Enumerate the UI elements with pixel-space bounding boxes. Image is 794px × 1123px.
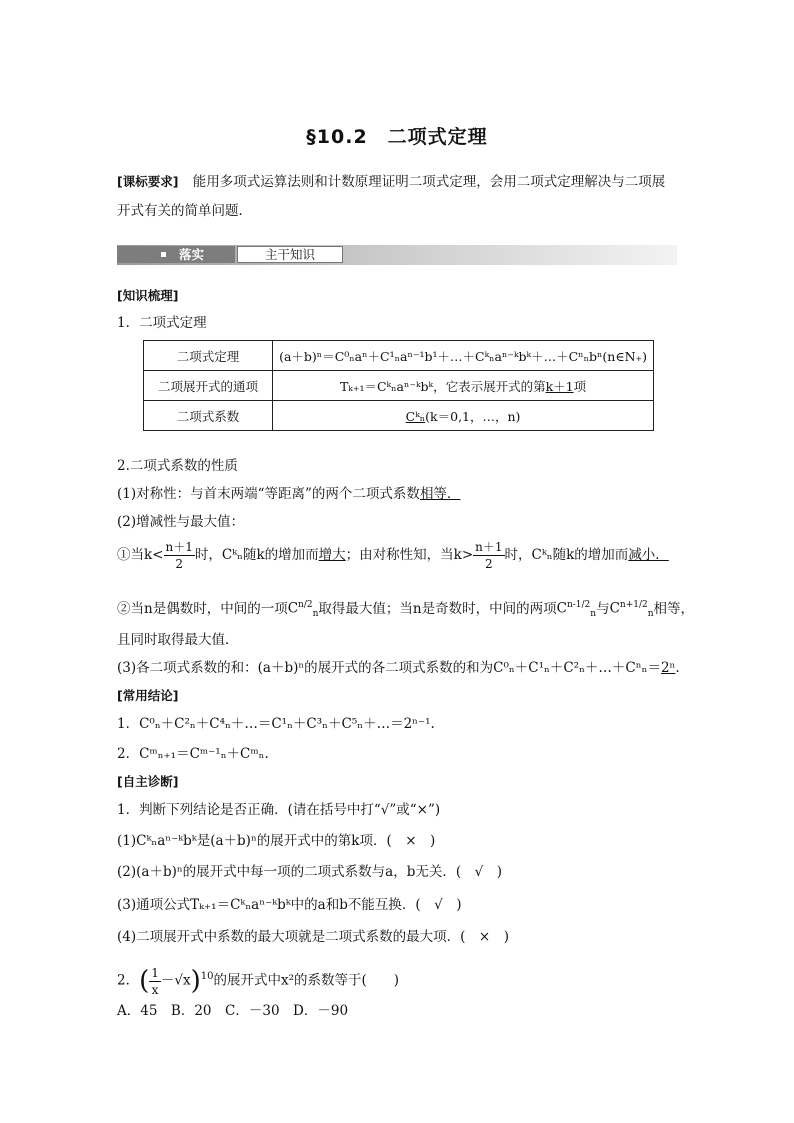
text-fragment: ；由对称性知，当 xyxy=(345,547,454,563)
property-max-value-cont: 且同时取得最大值． xyxy=(117,632,239,648)
table-cell-name: 二项式定理 xyxy=(144,341,273,371)
question-number: 2． xyxy=(117,972,140,989)
paren-open: ( xyxy=(139,966,150,996)
binom-sup: n+1/2 xyxy=(619,600,648,610)
text-fragment: 取得最大值；当n是奇数时，中间的两项 xyxy=(318,601,557,618)
requirement-label: [课标要求] xyxy=(117,174,179,189)
diagnosis-question-2 xyxy=(117,958,399,1000)
text-fragment: 与 xyxy=(596,601,610,618)
property-sum xyxy=(117,658,680,678)
requirement-text-1: 能用多项式运算法则和计数原理证明二项式定理，会用二项式定理解决与二项展 xyxy=(192,174,666,190)
text-fragment: ②当n是偶数时，中间的一项 xyxy=(117,601,288,618)
diagnosis-statement-2: (2)(a＋b)ⁿ的展开式中每一项的二项式系数与a，b无关．( √ ) xyxy=(117,864,503,880)
general-term-blank: k＋1 xyxy=(545,378,574,394)
binom-term xyxy=(610,588,654,631)
fraction-numerator: 1 xyxy=(151,965,159,980)
knowledge-item-1: 1．二项式定理 xyxy=(117,315,207,331)
diagnosis-statement-4: (4)二项展开式中系数的最大项就是二项式系数的最大项．( × ) xyxy=(117,929,509,945)
table-row xyxy=(144,341,654,371)
diagnosis-header: [自主诊断] xyxy=(117,774,179,789)
binom-c: C xyxy=(609,600,620,617)
increase-blank: 增大 xyxy=(318,547,346,563)
fraction-numerator: n＋1 xyxy=(475,540,503,554)
binom-sub: n xyxy=(647,609,654,620)
requirement-line-1 xyxy=(117,172,665,192)
diagnosis-statement-3: (3)通项公式Tₖ₊₁＝Cᵏₙaⁿ⁻ᵏbᵏ中的a和b不能互换．( √ ) xyxy=(117,897,462,913)
table-cell-name: 二项展开式的通项 xyxy=(144,371,273,401)
text-fragment: 时，Cᵏₙ随k的增加而 xyxy=(194,547,319,563)
banner-left-label: 落实 xyxy=(179,247,205,262)
answer-options: A．45 B．20 C．－30 D．－90 xyxy=(117,1003,349,1019)
section-banner xyxy=(117,245,677,265)
binom-c: C xyxy=(287,600,299,617)
knowledge-item-2: 2.二项式系数的性质 xyxy=(117,458,238,474)
table-cell-name: 二项式系数 xyxy=(144,401,273,431)
binom-sup: n-1/2 xyxy=(566,600,591,610)
table-cell-content: (a＋b)ⁿ＝C⁰ₙaⁿ＋C¹ₙaⁿ⁻¹b¹＋…＋Cᵏₙaⁿ⁻ᵏbᵏ＋…＋Cⁿₙbⁿ(n∈N₊) xyxy=(273,341,654,371)
diagnosis-statement-1: (1)Cᵏₙaⁿ⁻ᵏbᵏ是(a＋b)ⁿ的展开式中的第k项．( × ) xyxy=(117,833,436,849)
root-term: －√x xyxy=(160,972,191,989)
diagnosis-question-1: 1．判断下列结论是否正确．(请在括号中打“√”或“×”) xyxy=(117,802,441,818)
sum-blank: 2ⁿ xyxy=(660,660,676,676)
text-fragment: k> xyxy=(453,547,474,563)
exponent: 10 xyxy=(200,971,214,982)
binom-c: C xyxy=(556,600,567,617)
theorem-table xyxy=(143,340,654,431)
fraction-denominator: 2 xyxy=(175,557,183,571)
decrease-blank: 减小． xyxy=(628,547,669,563)
property-max-value xyxy=(117,588,694,631)
fraction xyxy=(164,539,195,572)
banner-right-label: 主干知识 xyxy=(237,246,343,263)
binom-sup: n/2 xyxy=(298,600,313,610)
symmetry-text: (1)对称性：与首末两端“等距离”的两个二项式系数 xyxy=(117,486,420,502)
fraction xyxy=(149,965,161,998)
text-fragment: ①当 xyxy=(117,547,144,563)
sum-suffix: . xyxy=(675,660,680,676)
requirement-text-2: 开式有关的简单问题． xyxy=(117,203,252,219)
property-monotonic: (2)增减性与最大值： xyxy=(117,514,245,530)
fraction-denominator: 2 xyxy=(485,557,493,571)
property-monotonic-detail xyxy=(117,538,669,572)
symmetry-blank: 相等． xyxy=(419,486,461,502)
text-fragment: 相等， xyxy=(653,601,695,618)
coefficient-range: (k＝0,1，…，n) xyxy=(425,408,521,424)
banner-left-tab xyxy=(117,246,235,263)
sum-text: (3)各二项式系数的和：(a＋b)ⁿ的展开式的各二项式系数的和为C⁰ₙ＋C¹ₙ＋C²ₙ＋…＋Cⁿₙ＝ xyxy=(117,660,661,676)
conclusions-header: [常用结论] xyxy=(117,688,179,703)
text-fragment: 时，Cᵏₙ随k的增加而 xyxy=(504,547,629,563)
conclusion-1: 1．C⁰ₙ＋C²ₙ＋C⁴ₙ＋…＝C¹ₙ＋C³ₙ＋C⁵ₙ＋…＝2ⁿ⁻¹. xyxy=(117,716,435,732)
conclusion-2: 2．Cᵐₙ₊₁＝Cᵐ⁻¹ₙ＋Cᵐₙ. xyxy=(117,746,269,762)
fraction-numerator: n＋1 xyxy=(165,540,193,554)
table-row xyxy=(144,401,654,431)
general-term-suffix: 项 xyxy=(573,378,587,394)
paren-close: ) xyxy=(190,966,201,996)
page-title: §10.2 二项式定理 xyxy=(306,126,488,148)
general-term-text: Tₖ₊₁＝Cᵏₙaⁿ⁻ᵏbᵏ，它表示展开式的第 xyxy=(339,378,546,394)
table-cell-content xyxy=(273,371,654,401)
binom-sub: n xyxy=(312,609,319,620)
fraction xyxy=(473,539,504,572)
table-cell-content xyxy=(273,401,654,431)
question-text: 的展开式中x²的系数等于( ) xyxy=(213,972,400,989)
binom-term xyxy=(557,588,596,631)
property-symmetry xyxy=(117,484,460,504)
table-row xyxy=(144,371,654,401)
binom-term xyxy=(288,588,319,631)
coefficient-blank: Cᵏₙ xyxy=(405,408,426,424)
text-fragment: k< xyxy=(144,547,164,563)
fraction-denominator: x xyxy=(151,982,159,997)
knowledge-header: [知识梳理] xyxy=(117,288,179,303)
square-icon xyxy=(161,252,166,257)
binom-sub: n xyxy=(590,609,597,620)
